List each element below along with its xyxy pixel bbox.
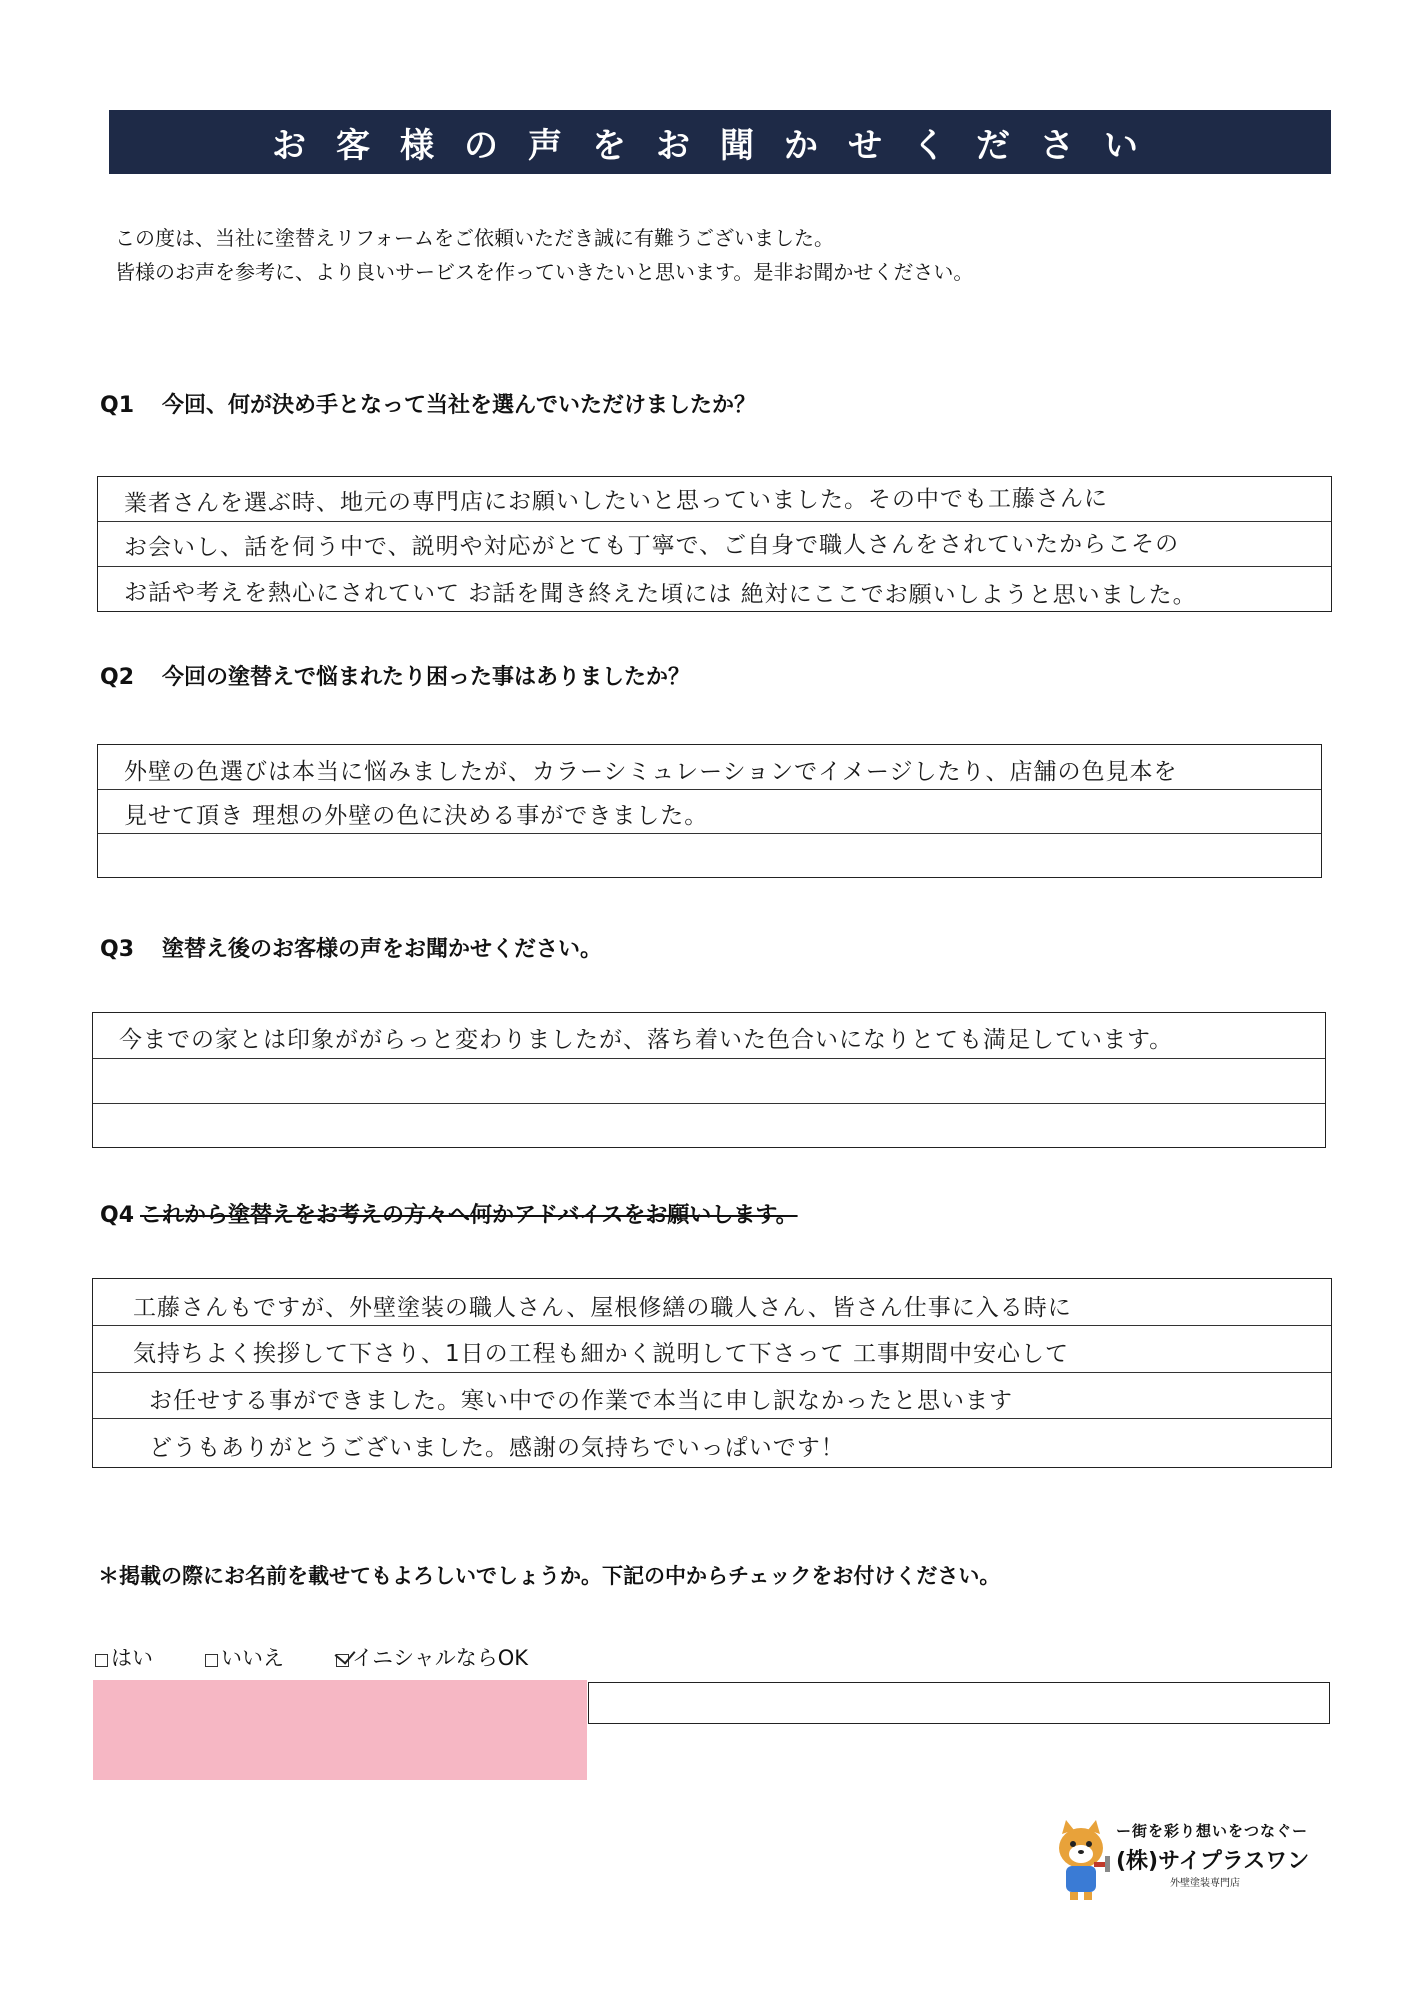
- answer-1-rule: [98, 521, 1331, 522]
- answer-4-line-1: 工藤さんもですが、外壁塗装の職人さん、屋根修繕の職人さん、皆さん仕事に入る時に: [133, 1295, 1072, 1321]
- intro-line-1: この度は、当社に塗替えリフォームをご依頼いただき誠に有難うございました。: [115, 226, 834, 250]
- answer-1-line-3: お話や考えを熱心にされていて お話を聞き終えた頃には 絶対にここでお願いしようと思いました。: [123, 580, 1197, 609]
- checkbox-yes[interactable]: [95, 1654, 108, 1667]
- answer-1-rule: [98, 566, 1331, 567]
- answer-2-line-1: 外壁の色選びは本当に悩みましたが、カラーシミュレーションでイメージしたり、店舗の色見本を: [124, 759, 1178, 785]
- question-2-number: Q2: [100, 665, 135, 690]
- checkbox-no[interactable]: [205, 1654, 218, 1667]
- question-2-text: 今回の塗替えで悩まれたり困った事はありましたか？: [162, 665, 691, 690]
- answer-3-box[interactable]: [92, 1012, 1326, 1148]
- logo-subtitle: 外壁塗装専門店: [1170, 1878, 1240, 1889]
- publication-consent-note: ＊掲載の際にお名前を載せてもよろしいでしょうか。下記の中からチェックをお付けください。: [98, 1564, 1001, 1588]
- question-4: [100, 1198, 798, 1229]
- choice-initials-ok[interactable]: [336, 1642, 528, 1672]
- intro-line-2: 皆様のお声を参考に、より良いサービスを作っていきたいと思います。是非お聞かせください。: [115, 260, 974, 284]
- answer-3-rule: [93, 1058, 1325, 1059]
- answer-2-box[interactable]: [97, 744, 1322, 878]
- question-4-text: これから塗替えをお考えの方々へ何かアドバイスをお願いします。: [140, 1203, 798, 1228]
- question-2: [100, 660, 690, 691]
- answer-1-line-1: 業者さんを選ぶ時、地元の専門店にお願いしたいと思っていました。その中でも工藤さんに: [123, 485, 1109, 517]
- logo-slogan: ー街を彩り想いをつなぐー: [1116, 1822, 1309, 1840]
- choice-initials-ok-label: イニシャルならOK: [352, 1646, 529, 1670]
- question-3-text: 塗替え後のお客様の声をお聞かせください。: [162, 937, 603, 962]
- question-1: [100, 388, 756, 419]
- answer-2-rule: [98, 789, 1321, 790]
- logo-company-name: (株)サイプラスワン: [1116, 1849, 1310, 1874]
- answer-4-box[interactable]: [92, 1278, 1332, 1468]
- answer-1-box[interactable]: [97, 476, 1332, 612]
- answer-3-line-1: 今までの家とは印象ががらっと変わりましたが、落ち着いた色合いになりとても満足しています。: [119, 1027, 1174, 1053]
- answer-4-rule: [93, 1372, 1331, 1373]
- consent-choices: [95, 1642, 580, 1672]
- answer-4-rule: [93, 1418, 1331, 1419]
- choice-yes[interactable]: [95, 1642, 153, 1672]
- question-3-number: Q3: [100, 937, 135, 962]
- checkbox-initials-ok[interactable]: [336, 1654, 349, 1667]
- question-1-text: 今回、何が決め手となって当社を選んでいただけましたか？: [162, 393, 757, 418]
- company-logo: [1050, 1818, 1322, 1902]
- choice-yes-label: はい: [111, 1646, 153, 1670]
- answer-4-line-4: どうもありがとうございました。感謝の気持ちでいっぱいです！: [149, 1435, 845, 1461]
- answer-1-line-2: お会いし、話を伺う中で、説明や対応がとても丁寧で、ご自身で職人さんをされていたからこその: [123, 531, 1180, 561]
- answer-2-line-2: 見せて頂き 理想の外壁の色に決める事ができました。: [124, 803, 709, 829]
- mascot-icon: [1050, 1818, 1112, 1902]
- answer-4-line-2: 気持ちよく挨拶して下さり、1日の工程も細かく説明して下さって 工事期間中安心して: [133, 1341, 1069, 1367]
- choice-no[interactable]: [205, 1642, 284, 1672]
- redacted-name: [93, 1680, 587, 1780]
- name-field[interactable]: [588, 1682, 1330, 1724]
- question-4-number: Q4: [100, 1203, 135, 1228]
- answer-3-rule: [93, 1103, 1325, 1104]
- question-3: [100, 932, 602, 963]
- answer-4-rule: [93, 1325, 1331, 1326]
- page-title: お客様の声をお聞かせください: [109, 110, 1331, 174]
- answer-4-line-3: お任せする事ができました。寒い中での作業で本当に申し訳なかったと思います: [149, 1388, 1013, 1414]
- choice-no-label: いいえ: [221, 1646, 284, 1670]
- answer-2-rule: [98, 833, 1321, 834]
- question-1-number: Q1: [100, 393, 135, 418]
